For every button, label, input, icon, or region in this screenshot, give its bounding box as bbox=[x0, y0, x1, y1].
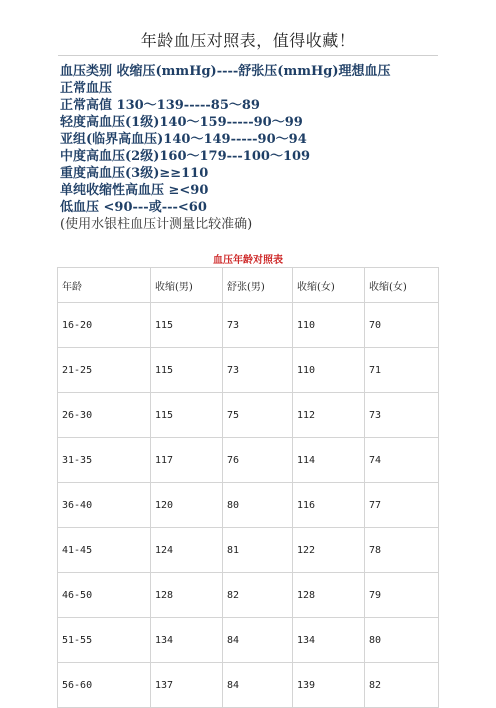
cell-systolic-female: 128 bbox=[293, 573, 365, 618]
cell-systolic-female: 134 bbox=[293, 618, 365, 663]
cell-diastolic-male: 75 bbox=[223, 393, 293, 438]
cell-age: 36-40 bbox=[58, 483, 151, 528]
cell-female-second: 70 bbox=[365, 303, 439, 348]
table-row bbox=[58, 393, 439, 438]
column-header-female-second: 收缩(女) bbox=[365, 268, 439, 303]
column-header-systolic-female: 收缩(女) bbox=[293, 268, 365, 303]
info-line-moderate-hypertension: 中度高血压(2级)160～179---100～109 bbox=[60, 149, 311, 164]
cell-age: 16-20 bbox=[58, 303, 151, 348]
table-row bbox=[58, 348, 439, 393]
cell-systolic-female: 110 bbox=[293, 303, 365, 348]
table-row bbox=[58, 618, 439, 663]
cell-female-second: 71 bbox=[365, 348, 439, 393]
cell-age: 51-55 bbox=[58, 618, 151, 663]
column-header-diastolic-male: 舒张(男) bbox=[223, 268, 293, 303]
info-line-category-header: 血压类别 收缩压(mmHg)----舒张压(mmHg)理想血压 bbox=[60, 64, 391, 79]
cell-female-second: 77 bbox=[365, 483, 439, 528]
cell-female-second: 82 bbox=[365, 663, 439, 708]
cell-systolic-female: 116 bbox=[293, 483, 365, 528]
cell-diastolic-male: 73 bbox=[223, 303, 293, 348]
info-line-normal: 正常血压 bbox=[60, 81, 113, 96]
cell-systolic-male: 115 bbox=[151, 303, 223, 348]
info-line-mild-hypertension: 轻度高血压(1级)140～159-----90～99 bbox=[60, 115, 303, 130]
table-row bbox=[58, 528, 439, 573]
cell-diastolic-male: 80 bbox=[223, 483, 293, 528]
cell-systolic-male: 137 bbox=[151, 663, 223, 708]
table-caption: 血压年龄对照表 bbox=[213, 255, 283, 266]
cell-systolic-male: 115 bbox=[151, 393, 223, 438]
cell-age: 46-50 bbox=[58, 573, 151, 618]
bp-age-table bbox=[57, 267, 439, 708]
bp-category-info bbox=[60, 63, 440, 233]
table-row bbox=[58, 573, 439, 618]
cell-age: 31-35 bbox=[58, 438, 151, 483]
info-line-severe-hypertension: 重度高血压(3级)≥≥110 bbox=[60, 166, 209, 181]
cell-age: 56-60 bbox=[58, 663, 151, 708]
cell-systolic-female: 114 bbox=[293, 438, 365, 483]
cell-age: 41-45 bbox=[58, 528, 151, 573]
table-row bbox=[58, 663, 439, 708]
info-line-hypotension: 低血压 <90---或---<60 bbox=[60, 200, 207, 215]
page-title: 年龄血压对照表，值得收藏！ bbox=[140, 31, 356, 50]
info-line-borderline: 亚组(临界高血压)140～149-----90～94 bbox=[60, 132, 307, 147]
cell-female-second: 74 bbox=[365, 438, 439, 483]
cell-diastolic-male: 84 bbox=[223, 663, 293, 708]
header-divider bbox=[58, 55, 438, 56]
cell-systolic-male: 124 bbox=[151, 528, 223, 573]
cell-diastolic-male: 73 bbox=[223, 348, 293, 393]
column-header-systolic-male: 收缩(男) bbox=[151, 268, 223, 303]
cell-systolic-male: 134 bbox=[151, 618, 223, 663]
cell-systolic-male: 117 bbox=[151, 438, 223, 483]
cell-systolic-female: 110 bbox=[293, 348, 365, 393]
cell-age: 21-25 bbox=[58, 348, 151, 393]
info-line-isolated-systolic: 单纯收缩性高血压 ≥<90 bbox=[60, 183, 209, 198]
cell-female-second: 79 bbox=[365, 573, 439, 618]
cell-diastolic-male: 84 bbox=[223, 618, 293, 663]
column-header-age: 年龄 bbox=[58, 268, 151, 303]
cell-diastolic-male: 82 bbox=[223, 573, 293, 618]
cell-systolic-female: 122 bbox=[293, 528, 365, 573]
cell-age: 26-30 bbox=[58, 393, 151, 438]
cell-systolic-male: 115 bbox=[151, 348, 223, 393]
cell-systolic-male: 128 bbox=[151, 573, 223, 618]
cell-systolic-female: 139 bbox=[293, 663, 365, 708]
cell-female-second: 78 bbox=[365, 528, 439, 573]
table-header-row bbox=[58, 268, 439, 303]
cell-systolic-male: 120 bbox=[151, 483, 223, 528]
cell-female-second: 80 bbox=[365, 618, 439, 663]
table-row bbox=[58, 303, 439, 348]
info-line-measurement-note: (使用水银柱血压计测量比较准确) bbox=[60, 217, 253, 232]
cell-female-second: 73 bbox=[365, 393, 439, 438]
table-row bbox=[58, 483, 439, 528]
cell-diastolic-male: 81 bbox=[223, 528, 293, 573]
cell-diastolic-male: 76 bbox=[223, 438, 293, 483]
info-line-high-normal: 正常高值 130～139-----85～89 bbox=[60, 98, 260, 113]
table-row bbox=[58, 438, 439, 483]
cell-systolic-female: 112 bbox=[293, 393, 365, 438]
